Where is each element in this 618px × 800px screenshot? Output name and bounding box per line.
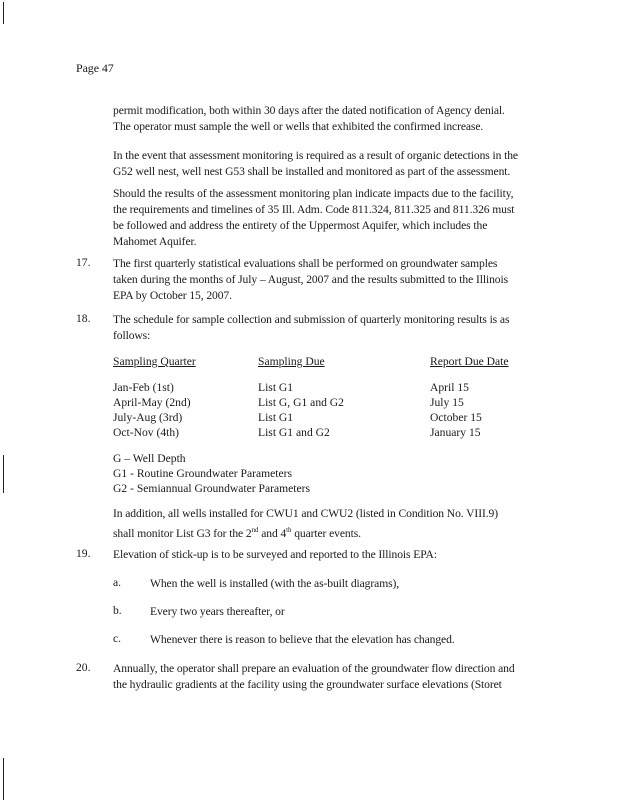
para-assessment-line-1: Should the results of the assessment monitoring plan indicate impacts due to the facility, (113, 187, 514, 200)
para-g53-line-2: G52 well nest, well nest G53 shall be installed and monitored as part of the assessment. (113, 165, 511, 178)
table-header-sampling-quarter: Sampling Quarter (113, 355, 196, 368)
addition-line-2-a: shall monitor List G3 for the 2 (113, 526, 252, 540)
legend-g2: G2 - Semiannual Groundwater Parameters (113, 482, 311, 495)
item-18-line-2: follows: (113, 329, 151, 342)
table-header-sampling-due: Sampling Due (258, 355, 325, 368)
para-g53-line-1: In the event that assessment monitoring is required as a result of organic detections in the (113, 149, 518, 162)
table-cell-due: List G1 (258, 411, 294, 424)
item-17-line-3: EPA by October 15, 2007. (113, 289, 232, 302)
item-20-line-1: Annually, the operator shall prepare an evaluation of the groundwater flow direction and (113, 662, 515, 675)
addition-line-1: In addition, all wells installed for CWU1 and CWU2 (listed in Condition No. VIII.9) (113, 507, 498, 520)
item-20-line-2: the hydraulic gradients at the facility using the groundwater surface elevations (Storet (113, 678, 502, 691)
page-label: Page 47 (76, 61, 114, 75)
para-perm-line-1: permit modification, both within 30 days after the dated notification of Agency denial. (113, 104, 505, 117)
scan-mark-left-bottom (3, 758, 4, 800)
item-19-text: Elevation of stick-up is to be surveyed and reported to the Illinois EPA: (113, 548, 437, 561)
subitem-text: When the well is installed (with the as-built diagrams), (150, 577, 400, 590)
subitem-letter: c. (113, 632, 122, 645)
item-17-line-2: taken during the months of July – August, 2007 and the results submitted to the Illinois (113, 273, 509, 286)
subitem-letter: b. (113, 604, 122, 617)
item-18-number: 18. (76, 312, 91, 325)
addition-line-2-c: quarter events. (291, 526, 361, 540)
item-20-number: 20. (76, 661, 91, 674)
item-19-number: 19. (76, 547, 91, 560)
addition-line-2 (113, 522, 361, 542)
item-17-line-1: The first quarterly statistical evaluations shall be performed on groundwater samples (113, 257, 498, 270)
item-18-line-1: The schedule for sample collection and submission of quarterly monitoring results is as (113, 313, 510, 326)
para-assessment-line-3: be followed and address the entirety of the Uppermost Aquifer, which includes the (113, 219, 488, 232)
subitem-text: Every two years thereafter, or (150, 605, 285, 618)
table-cell-due: List G1 (258, 381, 294, 394)
table-cell-due: List G1 and G2 (258, 426, 330, 439)
para-assessment-line-4: Mahomet Aquifer. (113, 235, 197, 248)
legend-g: G – Well Depth (113, 452, 186, 465)
table-cell-quarter: July-Aug (3rd) (113, 411, 183, 424)
subitem-letter: a. (113, 576, 122, 589)
addition-line-2-b: and 4 (258, 526, 287, 540)
para-assessment-line-2: the requirements and timelines of 35 Ill. Adm. Code 811.324, 811.325 and 811.326 must (113, 203, 515, 216)
table-cell-report: January 15 (430, 426, 481, 439)
table-header-report-due-date: Report Due Date (430, 355, 509, 368)
legend-g1: G1 - Routine Groundwater Parameters (113, 467, 293, 480)
superscript-th: th (286, 526, 292, 534)
subitem-text: Whenever there is reason to believe that the elevation has changed. (150, 633, 455, 646)
item-17-number: 17. (76, 256, 91, 269)
table-cell-due: List G, G1 and G2 (258, 396, 344, 409)
scan-mark-left-top (3, 2, 4, 24)
superscript-nd: nd (251, 526, 259, 534)
table-cell-quarter: Jan-Feb (1st) (113, 381, 174, 394)
para-perm-line-2: The operator must sample the well or wells that exhibited the confirmed increase. (113, 120, 484, 133)
table-cell-report: July 15 (430, 396, 464, 409)
table-cell-report: October 15 (430, 411, 482, 424)
table-cell-report: April 15 (430, 381, 469, 394)
table-cell-quarter: Oct-Nov (4th) (113, 426, 180, 439)
table-cell-quarter: April-May (2nd) (113, 396, 191, 409)
scan-mark-left-mid (3, 455, 4, 493)
